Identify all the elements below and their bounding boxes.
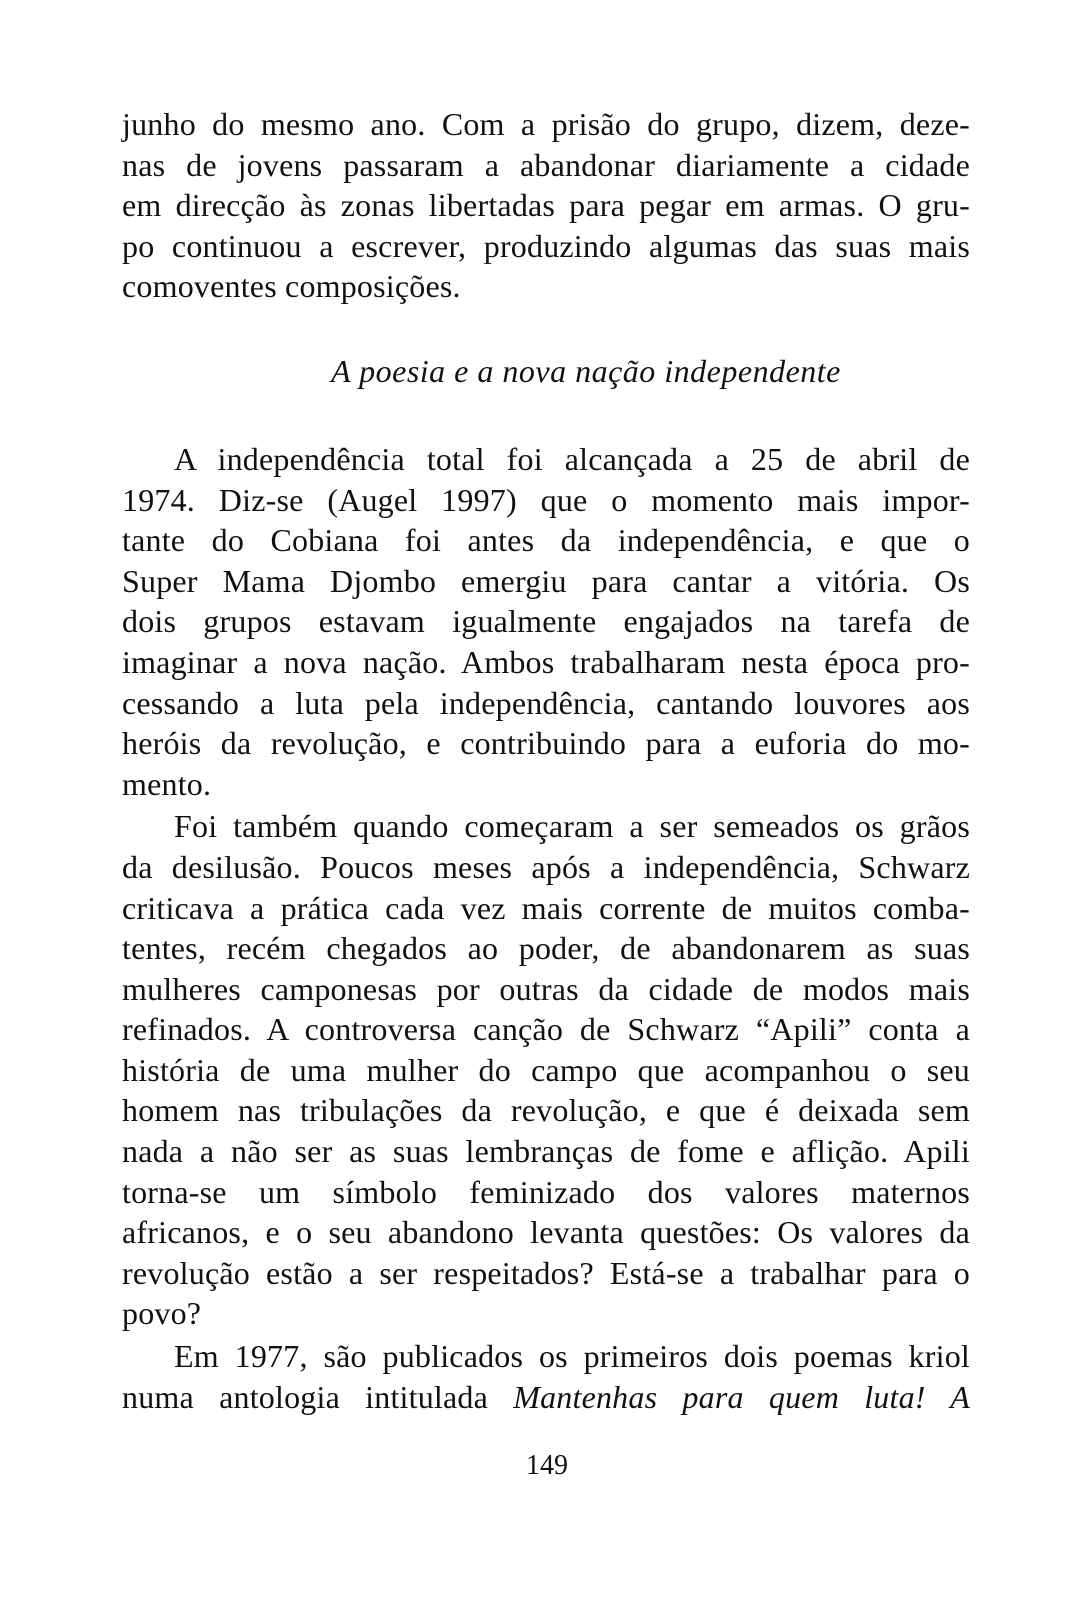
text-line: po continuou a escrever, produzindo algumas das suas mais — [122, 227, 970, 264]
text-line: história de uma mulher do campo que acompanhou o seu — [122, 1051, 970, 1088]
text-line: torna-se um símbolo feminizado dos valores maternos — [122, 1173, 970, 1210]
paragraph-3 — [122, 806, 970, 1334]
text-line: nas de jovens passaram a abandonar diariamente a cidade — [122, 146, 970, 183]
paragraph-2 — [122, 439, 970, 804]
paragraph-1 — [122, 104, 970, 307]
text-line: criticava a prática cada vez mais corrente de muitos comba- — [122, 889, 970, 926]
text-line: cessando a luta pela independência, cantando louvores aos — [122, 684, 970, 721]
text-line: mento. — [122, 765, 212, 802]
text-line: africanos, e o seu abandono levanta questões: Os valores da — [122, 1214, 970, 1251]
text-line: comoventes composições. — [122, 268, 461, 305]
text-line: dois grupos estavam igualmente engajados na tarefa de — [122, 603, 970, 640]
text-run: numa antologia intitulada — [122, 1378, 514, 1415]
text-line: Super Mama Djombo emergiu para cantar a vitória. Os — [122, 562, 970, 599]
text-line: Em 1977, são publicados os primeiros dois poemas kriol — [174, 1338, 970, 1375]
text-line: heróis da revolução, e contribuindo para a euforia do mo- — [122, 725, 970, 762]
text-line: 1974. Diz-se (Augel 1997) que o momento mais impor- — [122, 481, 970, 518]
paragraph-4 — [122, 1336, 970, 1417]
text-line: mulheres camponesas por outras da cidade de modos mais — [122, 970, 970, 1007]
text-line: homem nas tribulações da revolução, e que é deixada sem — [122, 1092, 970, 1129]
text-line: A independência total foi alcançada a 25 de abril de — [174, 440, 970, 477]
text-run: A — [925, 1378, 971, 1415]
text-line: imaginar a nova nação. Ambos trabalharam nesta época pro- — [122, 643, 970, 680]
text-line: Foi também quando começaram a ser semeados os grãos — [174, 808, 970, 845]
book-title: Mantenhas para quem luta! — [513, 1378, 926, 1415]
text-line: povo? — [122, 1295, 202, 1332]
section-heading: A poesia e a nova nação independente — [331, 352, 841, 389]
text-line: em direcção às zonas libertadas para pegar em armas. O gru- — [122, 187, 970, 224]
text-line: tentes, recém chegados ao poder, de abandonarem as suas — [122, 930, 970, 967]
text-line: junho do mesmo ano. Com a prisão do grupo, dizem, deze- — [122, 106, 970, 142]
text-line: da desilusão. Poucos meses após a independência, Schwarz — [122, 848, 970, 885]
text-line: refinados. A controversa canção de Schwarz “Apili” conta a — [122, 1011, 970, 1048]
page-number: 149 — [526, 1450, 568, 1481]
page-body — [122, 104, 970, 1417]
text-line — [122, 1377, 970, 1418]
text-line: revolução estão a ser respeitados? Está-se a trabalhar para o — [122, 1254, 970, 1291]
text-line: nada a não ser as suas lembranças de fome e aflição. Apili — [122, 1133, 970, 1170]
text-line: tante do Cobiana foi antes da independência, e que o — [122, 522, 970, 559]
